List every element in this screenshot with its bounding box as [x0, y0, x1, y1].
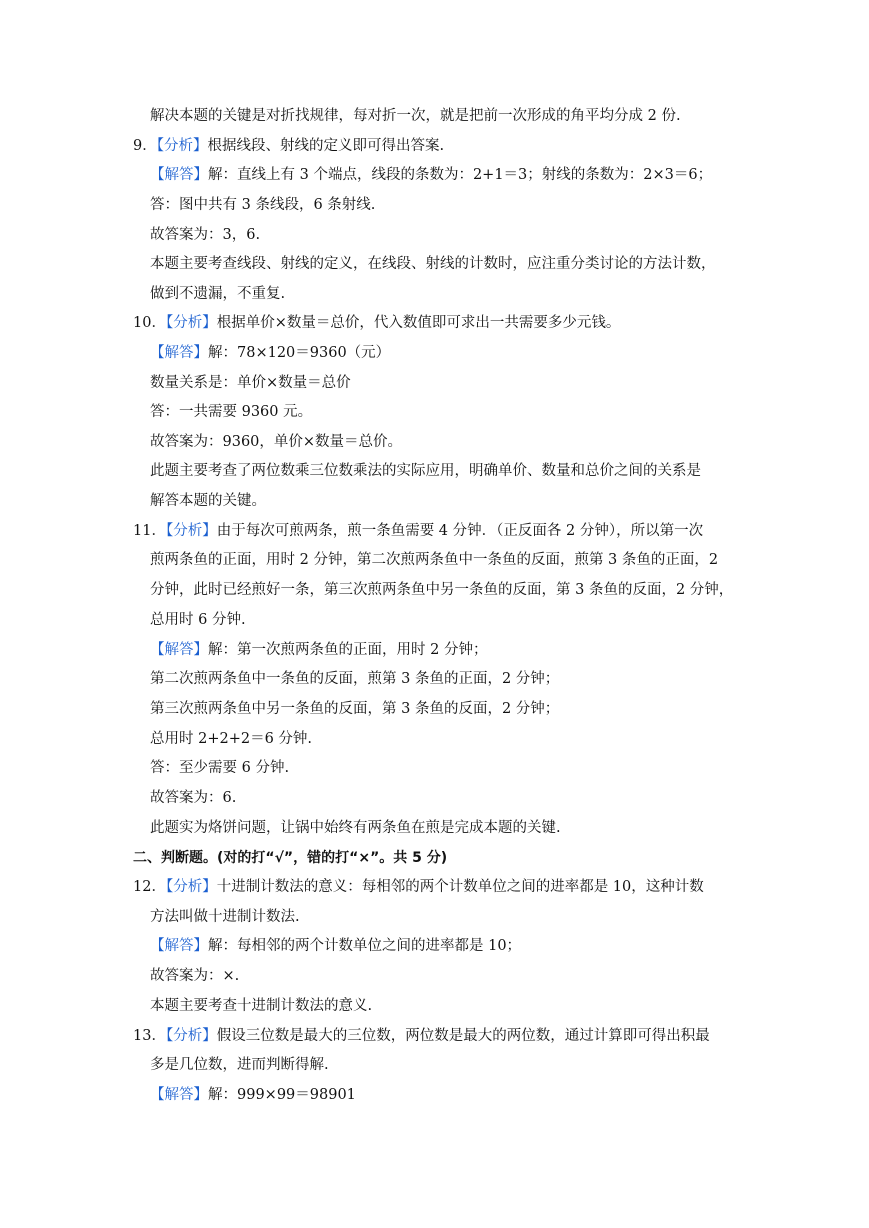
text-line: 答：一共需要 9360 元。 [150, 404, 313, 420]
item-12 [133, 877, 704, 897]
text-line: 答：至少需要 6 分钟. [150, 760, 290, 776]
text-line: 根据线段、射线的定义即可得出答案. [207, 138, 445, 154]
item-13 [133, 1026, 710, 1046]
analysis-tag: 【分析】 [165, 523, 217, 539]
text-line: 故答案为：6. [150, 790, 237, 806]
text-line: 总用时 6 分钟. [150, 612, 246, 628]
text-line: 分钟，此时已经煎好一条，第三次煎两条鱼中另一条鱼的反面，第 3 条鱼的反面，2 分钟， [150, 582, 734, 598]
text-line: 解：直线上有 3 个端点，线段的条数为：2+1＝3；射线的条数为：2×3＝6； [208, 167, 713, 183]
text-line: 答：图中共有 3 条线段，6 条射线. [150, 197, 376, 213]
text-line: 故答案为：3，6. [150, 227, 261, 243]
answer-line [150, 165, 712, 185]
analysis-tag: 【分析】 [165, 879, 217, 895]
item-9 [133, 136, 444, 156]
text-line: 解：每相邻的两个计数单位之间的进率都是 10； [208, 938, 522, 954]
analysis-tag: 【分析】 [156, 138, 208, 154]
analysis-tag: 【分析】 [165, 1028, 217, 1044]
item-11 [133, 521, 703, 541]
answer-line [150, 640, 487, 660]
answer-line [150, 936, 521, 956]
answer-tag: 【解答】 [150, 642, 208, 658]
text-line: 解：999×99＝98901 [208, 1087, 356, 1103]
text-line: 故答案为：×. [150, 968, 240, 984]
text-line: 此题主要考查了两位数乘三位数乘法的实际应用，明确单价、数量和总价之间的关系是 [150, 463, 701, 479]
text-line: 由于每次可煎两条，煎一条鱼需要 4 分钟．（正反面各 2 分钟），所以第一次 [216, 523, 704, 539]
text-line: 总用时 2+2+2＝6 分钟. [150, 731, 313, 747]
text-line: 根据单价×数量＝总价，代入数值即可求出一共需要多少元钱。 [216, 315, 621, 331]
text-line: 解：78×120＝9360（元） [208, 345, 391, 361]
text-line: 故答案为：9360，单价×数量＝总价。 [150, 434, 403, 450]
answer-tag: 【解答】 [150, 1087, 208, 1103]
text-line: 做到不遗漏，不重复. [150, 286, 286, 302]
answer-tag: 【解答】 [150, 345, 208, 361]
text-line: 数量关系是：单价×数量＝总价 [150, 375, 351, 391]
item-number: 9． [133, 138, 157, 154]
text-line: 解答本题的关键。 [150, 493, 266, 509]
text-line: 多是几位数，进而判断得解. [150, 1057, 329, 1073]
item-10 [133, 313, 620, 333]
answer-tag: 【解答】 [150, 938, 208, 954]
text-line: 假设三位数是最大的三位数，两位数是最大的两位数，通过计算即可得出积最 [216, 1028, 710, 1044]
answer-line [150, 1085, 356, 1105]
text-line: 此题实为烙饼问题，让锅中始终有两条鱼在煎是完成本题的关键. [150, 820, 561, 836]
text-line: 第三次煎两条鱼中另一条鱼的反面，第 3 条鱼的反面，2 分钟； [150, 701, 560, 717]
answer-tag: 【解答】 [150, 167, 208, 183]
text-line: 本题主要考查十进制计数法的意义. [150, 998, 373, 1014]
text-line: 方法叫做十进制计数法. [150, 909, 300, 925]
section-heading: 二、判断题。(对的打“√”，错的打“×”。共 5 分) [133, 850, 448, 866]
item-number: 10． [133, 315, 166, 331]
text-line: 解：第一次煎两条鱼的正面，用时 2 分钟； [208, 642, 488, 658]
text-line: 十进制计数法的意义：每相邻的两个计数单位之间的进率都是 10，这种计数 [216, 879, 704, 895]
item-number: 12． [133, 879, 166, 895]
answer-line [150, 343, 390, 363]
item-number: 13． [133, 1028, 166, 1044]
analysis-tag: 【分析】 [165, 315, 217, 331]
text-line: 煎两条鱼的正面，用时 2 分钟，第二次煎两条鱼中一条鱼的反面，煎第 3 条鱼的正面，2 [150, 552, 719, 568]
item-number: 11． [133, 523, 166, 539]
text-line: 第二次煎两条鱼中一条鱼的反面，煎第 3 条鱼的正面，2 分钟； [150, 671, 560, 687]
text-line: 解决本题的关键是对折找规律，每对折一次，就是把前一次形成的角平均分成 2 份. [150, 108, 681, 124]
text-line: 本题主要考查线段、射线的定义，在线段、射线的计数时，应注重分类讨论的方法计数， [150, 256, 716, 272]
